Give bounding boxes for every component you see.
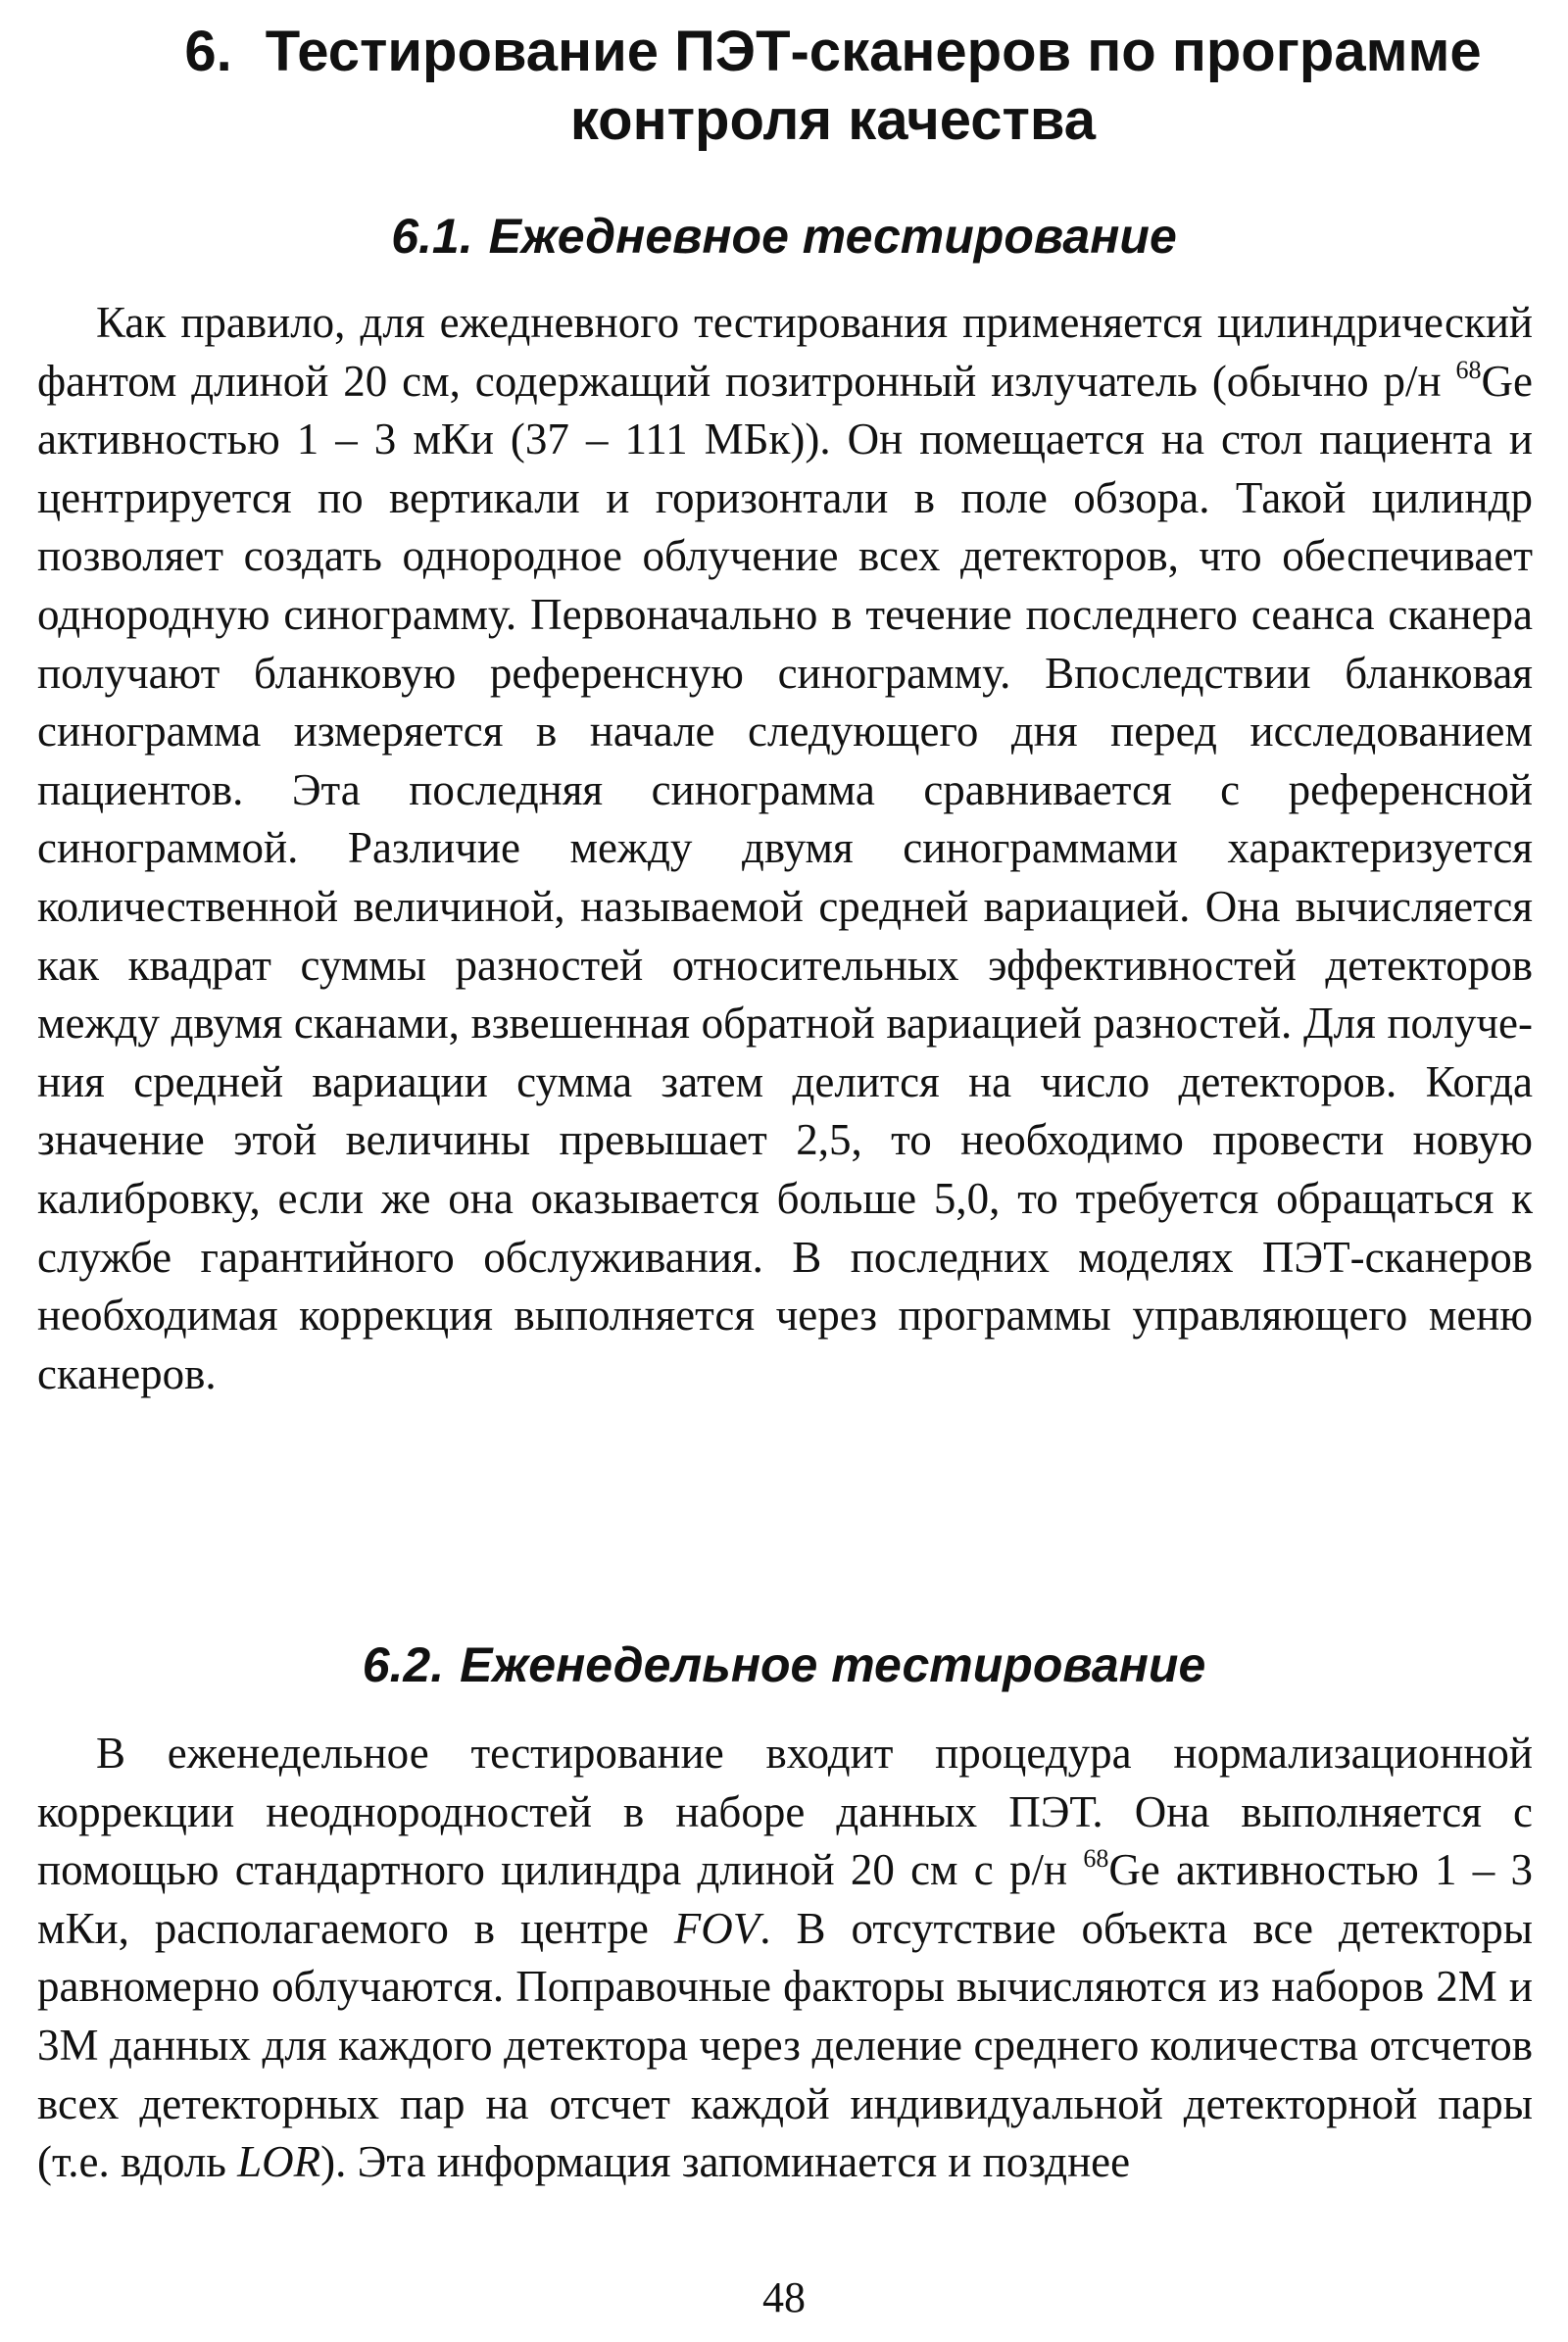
paragraph-daily-testing	[37, 294, 1533, 1403]
chapter-title	[118, 18, 1548, 155]
chapter-title-text: Тестирование ПЭТ-сканеров по программе контроля качества	[265, 20, 1482, 152]
paragraph-text: В еженедельное тестирование входит процедура нормализационной коррекции неоднородностей в наборе данных ПЭТ. Она выполняется с помощью стандартного цилиндра длиной 20 см с р/н	[37, 1729, 1533, 1895]
paragraph-text: Как правило, для ежедневного тестирования применяется цилиндрический фантом длиной 20 см, содержащий позитронный излучатель (обычно р/н	[37, 298, 1533, 406]
isotope-superscript: 68	[1083, 1844, 1109, 1874]
paragraph-text: Ge активностью 1 – 3 мКи (37 – 111 МБк)). Он помещается на стол пациента и центрируется по вертикали и горизонтали в поле обзора. Такой цилиндр позволяет создать однородное облучение всех детекторов, что обеспечивает однородную синограмму. Первоначально в течение последнего сеанса сканера получают бланковую референсную синограмму. Впоследствии бланковая синограмма измеряется в начале следующего дня перед исследованием пациентов. Эта последняя синограмма сравнивается с референсной синограммой. Различие между двумя синограммами характеризуется количественной величиной, называемой средней вариацией. Она вычисляется как квадрат суммы разностей относительных эффективностей детекторов между двумя сканами, взвешенная обратной вариацией разностей. Для получения средней вариации сумма затем делится на число детекторов. Когда значение этой величины превышает 2,5, то необходимо провести новую калибровку, если же она оказывается больше 5,0, то требуется обращаться к службе гарантийного обслуживания. В последних моделях ПЭТ-сканеров необходимая коррекция выполняется через программы управляющего меню сканеров.	[37, 356, 1533, 1398]
term-lor: LOR	[237, 2137, 321, 2187]
section-title: Ежедневное тестирование	[488, 209, 1177, 264]
page-number: 48	[762, 2273, 806, 2321]
isotope-superscript: 68	[1455, 355, 1482, 384]
section-title: Еженедельное тестирование	[460, 1637, 1206, 1692]
section-number: 6.1.	[391, 209, 473, 264]
paragraph-text: ). Эта информация запоминается и позднее	[320, 2137, 1131, 2187]
paragraph-text: Ge активностью 1 – 3 мКи, располагаемого в центре	[37, 1845, 1533, 1953]
section-number: 6.2.	[362, 1637, 445, 1692]
paragraph-text: . В отсутствие объекта все детекторы равномерно облучаются. Поправочные факторы вычисляются из наборов 2М и 3М данных для каждого детектора через деление среднего количества отсчетов всех детекторных пар на отсчет каждой индивидуальной детекторной пары (т.е. вдоль	[37, 1903, 1533, 2187]
term-fov: FOV	[673, 1903, 760, 1953]
section-heading-6-2	[0, 1635, 1568, 1695]
chapter-number: 6.	[184, 20, 232, 83]
section-heading-6-1	[0, 206, 1568, 267]
paragraph-weekly-testing	[37, 1725, 1533, 2192]
